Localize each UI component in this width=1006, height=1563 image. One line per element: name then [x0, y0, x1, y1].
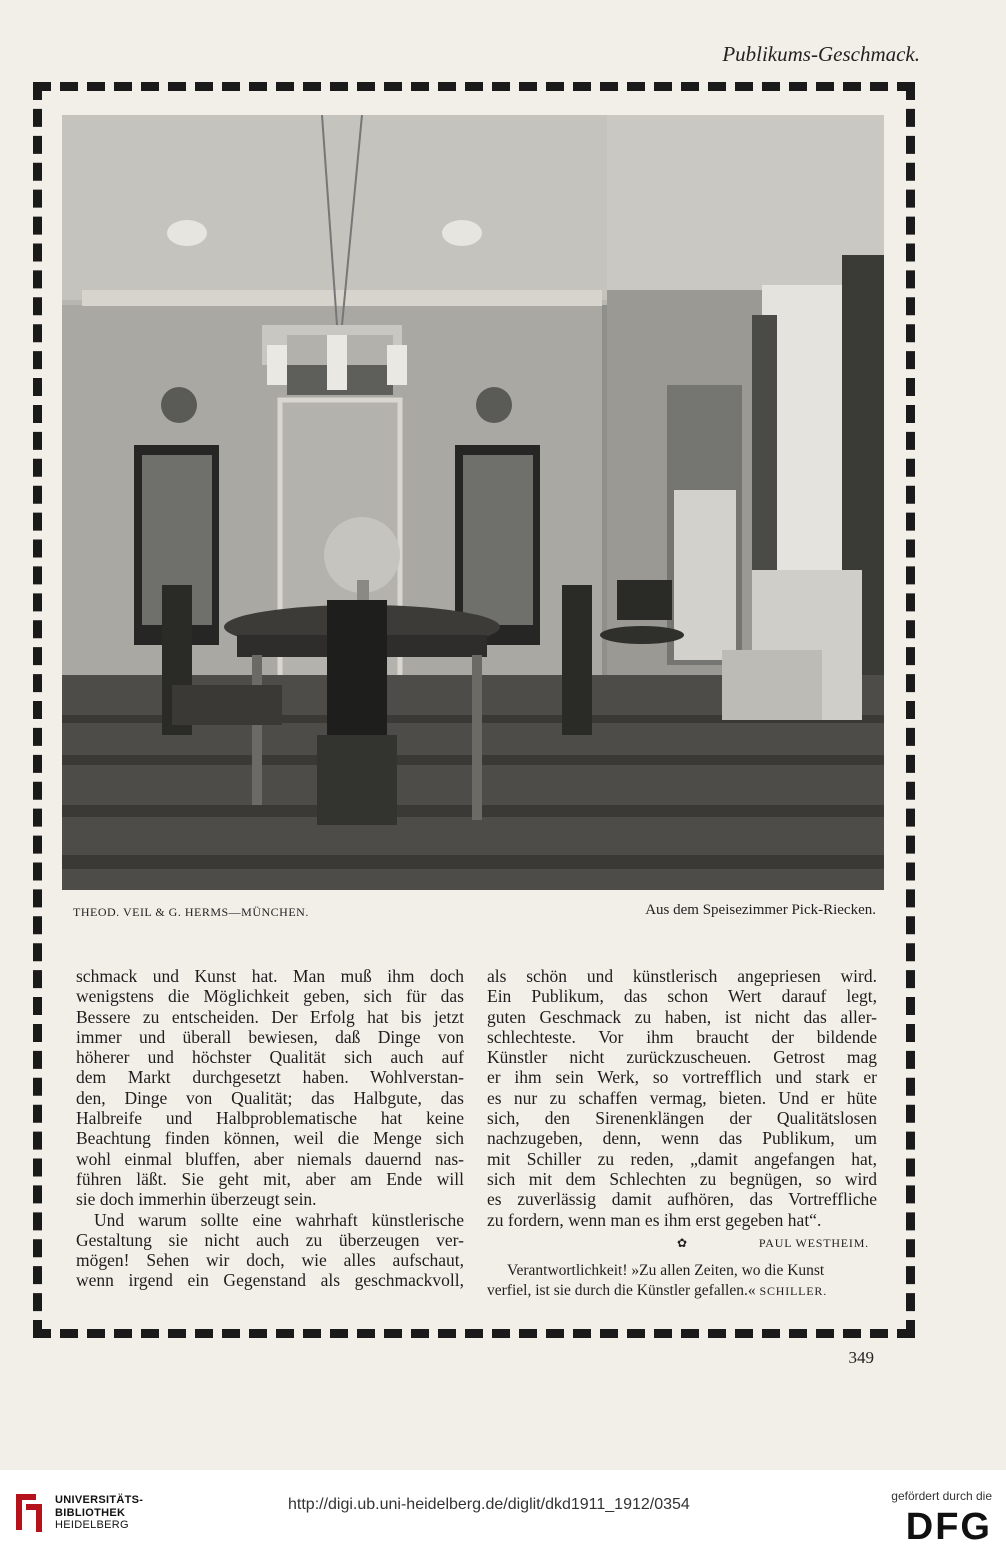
right-text-column	[487, 966, 877, 1301]
text-line: wenn irgend ein Gegenstand als geschmackvoll,	[76, 1270, 464, 1291]
text-line: sie doch immerhin überzeugt sein.	[76, 1189, 317, 1210]
text-line: sich, den Sirenenklängen der Qualitätslosen	[487, 1108, 877, 1129]
text-line: Künstler nicht zurückzuscheuen. Getrost mag	[487, 1047, 877, 1068]
note-text: verfiel, ist sie durch die Künstler gefallen.«	[487, 1282, 756, 1300]
text-line: Beachtung finden können, weil die Menge sich	[76, 1128, 464, 1149]
library-name-line: UNIVERSITÄTS-	[55, 1494, 144, 1506]
note-line	[487, 1281, 877, 1301]
quote-note	[487, 1261, 877, 1301]
author-signature: PAUL WESTHEIM.	[758, 1235, 869, 1250]
dfg-logo: DFG	[905, 1506, 992, 1548]
text-line: nachzugeben, denn, wenn das Publikum, um	[487, 1128, 877, 1149]
text-line: dem Markt durchgesetzt haben. Wohlverstan-	[76, 1067, 464, 1088]
note-line: Verantwortlichkeit! »Zu allen Zeiten, wo die Kunst	[507, 1262, 825, 1280]
text-line: Ein Publikum, das schon Wert darauf legt,	[487, 986, 877, 1007]
photo-caption: Aus dem Speisezimmer Pick-Riecken.	[645, 902, 876, 918]
text-line: schmack und Kunst hat. Man muß ihm doch	[76, 966, 464, 986]
permalink[interactable]: http://digi.ub.uni-heidelberg.de/diglit/dkd1911_1912/0354	[288, 1496, 690, 1513]
library-logo-icon	[12, 1490, 46, 1536]
text-line: als schön und künstlerisch angepriesen wird.	[487, 966, 877, 986]
digitization-footer	[0, 1470, 1006, 1563]
left-text-column	[76, 966, 464, 1291]
library-name-line: BIBLIOTHEK	[55, 1506, 126, 1519]
text-line: Und warum sollte eine wahrhaft künstlerische	[94, 1209, 464, 1230]
signature-row	[487, 1233, 877, 1253]
text-line: es zuverlässig damit aufhören, das Vortreffliche	[487, 1189, 877, 1210]
photo-illustration	[62, 115, 884, 890]
ornament-icon: ✿	[677, 1235, 688, 1250]
text-line: wenigstens die Möglichkeit geben, sich für das	[76, 986, 464, 1007]
page-number: 349	[848, 1348, 874, 1367]
library-name-line: HEIDELBERG	[55, 1519, 129, 1531]
text-line: es nur zu schaffen vermag, bieten. Und er hüte	[487, 1087, 877, 1108]
photo-credit: THEOD. VEIL & G. HERMS—MÜNCHEN.	[73, 905, 309, 919]
text-line: Gestaltung sie nicht auch zu überzeugen ver-	[76, 1229, 464, 1250]
text-line: höherer und höchster Qualität sich auch auf	[76, 1047, 464, 1068]
text-line: Halbreife und Halbproblematische hat keine	[76, 1108, 464, 1129]
text-line: wohl einmal bluffen, aber niemals dauernd nas-	[76, 1148, 464, 1169]
text-line: zu fordern, wenn man es ihm erst gegeben hat“.	[487, 1209, 822, 1230]
text-line: immer und überall bewiesen, daß Dinge von	[76, 1026, 464, 1047]
running-title: Publikums-Geschmack.	[722, 42, 920, 66]
sponsor-text: gefördert durch die	[891, 1489, 992, 1503]
text-line: mögen! Sehen wir doch, wie alles aufschaut,	[76, 1250, 464, 1271]
library-name	[55, 1494, 143, 1532]
text-line: er ihm sein Werk, so vortrefflich und stark er	[487, 1067, 877, 1088]
text-line: guten Geschmack zu haben, ist nicht das aller-	[487, 1006, 877, 1027]
text-line: Bessere zu entscheiden. Der Erfolg hat bis jetzt	[76, 1006, 464, 1027]
note-author: SCHILLER.	[759, 1284, 828, 1299]
text-line: führen läßt. Sie geht mit, aber am Ende will	[76, 1168, 464, 1189]
text-line: mit Schiller zu reden, „damit angefangen hat,	[487, 1148, 877, 1169]
text-line: sich mit dem Schlechten zu begnügen, so wird	[487, 1168, 877, 1189]
text-line: den, Dinge von Qualität; das Halbgute, das	[76, 1087, 464, 1108]
dining-room-photograph	[62, 115, 884, 890]
text-line: schlechteste. Vor ihm braucht der bildende	[487, 1026, 877, 1047]
